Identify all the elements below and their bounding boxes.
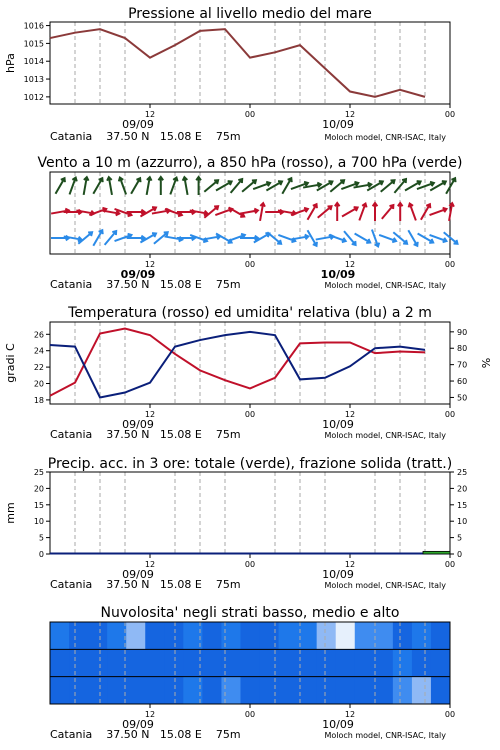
wind-850hPa-arrow (398, 203, 403, 221)
cloud-cell (431, 677, 451, 704)
cloud-cell (412, 677, 432, 704)
plot-frame (50, 322, 450, 404)
temperature-location: Catania 37.50 N 15.08 E 75m (50, 428, 241, 441)
x-tick-label: 12 (144, 560, 156, 569)
wind-850hPa-arrow (449, 203, 454, 221)
cloud-cell (50, 677, 70, 704)
y-tick-label: 0 (38, 550, 44, 559)
wind-credit: Moloch model, CNR-ISAC, Italy (324, 281, 446, 290)
cloud-panel (0, 600, 500, 750)
wind-700hPa-arrow (170, 178, 177, 195)
wind-850hPa-arrow (382, 205, 394, 219)
wind-10m-arrow (291, 235, 309, 240)
x-tick-label: 12 (344, 710, 356, 719)
pressure-chart (0, 0, 500, 150)
wind-850hPa-arrow (240, 209, 258, 214)
cloud-cell (412, 622, 432, 649)
wind-location: Catania 37.50 N 15.08 E 75m (50, 278, 241, 291)
y-tick-label: 10 (457, 517, 468, 527)
cloud-cell (164, 649, 184, 676)
y-axis-label: mm (4, 502, 17, 524)
y-tick-label: 0 (457, 550, 463, 559)
y-tick-label: 15 (33, 500, 44, 510)
temperature-line (50, 329, 425, 396)
date-label: 10/09 (322, 118, 354, 131)
cloud-cell (145, 677, 165, 704)
y-tick-label: 50 (457, 393, 468, 403)
cloud-cell (336, 649, 356, 676)
y-axis-label: gradi C (4, 343, 17, 383)
wind-700hPa-arrow (70, 178, 77, 195)
y-tick-label: 26 (33, 330, 44, 340)
cloud-cell (393, 649, 413, 676)
cloud-cell (355, 677, 375, 704)
x-tick-label: 00 (244, 260, 256, 269)
x-tick-label: 12 (344, 560, 356, 569)
cloud-cell (279, 622, 299, 649)
temperature-title: Temperatura (rosso) ed umidita' relativa (blu) a 2 m (68, 305, 432, 321)
temperature-panel (0, 300, 500, 450)
cloud-cell (126, 622, 146, 649)
cloud-cell (202, 649, 222, 676)
cloud-cell (279, 649, 299, 676)
date-label: 09/09 (120, 268, 156, 281)
y-tick-label: 25 (33, 468, 44, 477)
wind-700hPa-arrow (56, 178, 65, 194)
date-label: 09/09 (122, 418, 154, 431)
cloud-cell (69, 649, 89, 676)
cloud-cell (336, 677, 356, 704)
pressure-location: Catania 37.50 N 15.08 E 75m (50, 130, 241, 143)
cloud-cell (374, 677, 394, 704)
precip-location: Catania 37.50 N 15.08 E 75m (50, 578, 241, 591)
cloud-cell (393, 622, 413, 649)
humidity-line (50, 332, 425, 398)
cloud-cell (221, 649, 241, 676)
cloud-cell (336, 622, 356, 649)
cloud-cell (374, 622, 394, 649)
cloud-cell (298, 622, 318, 649)
x-tick-label: 00 (244, 560, 256, 569)
date-label: 10/09 (322, 418, 354, 431)
cloud-cell (412, 649, 432, 676)
cloud-cell (126, 677, 146, 704)
x-tick-label: 12 (344, 260, 356, 269)
cloud-cell (145, 649, 165, 676)
wind-panel (0, 150, 500, 300)
y-tick-label: 10 (33, 517, 44, 527)
date-label: 10/09 (320, 268, 356, 281)
y-tick-label: 15 (457, 500, 468, 510)
y-tick-label: 22 (33, 363, 44, 373)
cloud-cell (88, 677, 108, 704)
pressure-title: Pressione al livello medio del mare (128, 6, 372, 22)
wind-850hPa-arrow (373, 203, 378, 221)
y-tick-label: 90 (457, 327, 468, 337)
y-tick-label: 5 (457, 533, 463, 543)
y-tick-label: 60 (457, 377, 468, 387)
cloud-cell (355, 622, 375, 649)
x-tick-label: 00 (444, 110, 456, 119)
x-tick-label: 00 (244, 110, 256, 119)
y-tick-label: 20 (457, 484, 468, 494)
cloud-cell (107, 622, 127, 649)
wind-850hPa-arrow (421, 204, 430, 220)
wind-700hPa-arrow (446, 178, 455, 194)
y-tick-label: 20 (33, 379, 44, 389)
pressure-panel (0, 0, 500, 150)
date-label: 09/09 (122, 118, 154, 131)
wind-700hPa-arrow (147, 177, 152, 195)
y-tick-label: 18 (33, 395, 44, 405)
pressure-line (50, 29, 425, 97)
wind-10m-arrow (355, 234, 371, 243)
plot-frame (50, 472, 450, 554)
y-tick-label: 1014 (23, 57, 44, 67)
wind-700hPa-arrow (107, 177, 112, 195)
wind-10m-arrow (372, 230, 379, 247)
date-label: 09/09 (122, 568, 154, 581)
date-label: 10/09 (322, 718, 354, 731)
wind-10m-arrow (93, 230, 102, 246)
y-tick-label: 1015 (23, 39, 44, 49)
y-tick-label: 70 (457, 360, 468, 370)
x-tick-label: 12 (144, 710, 156, 719)
cloud-credit: Moloch model, CNR-ISAC, Italy (324, 731, 446, 740)
cloud-cell (107, 677, 127, 704)
date-label: 10/09 (322, 568, 354, 581)
cloud-cell (69, 677, 89, 704)
cloud-cell (221, 677, 241, 704)
cloud-cell (240, 677, 260, 704)
x-tick-label: 12 (144, 260, 156, 269)
cloud-cell (240, 649, 260, 676)
cloud-cell (298, 677, 318, 704)
temperature-credit: Moloch model, CNR-ISAC, Italy (324, 431, 446, 440)
y-tick-label: 1016 (23, 21, 44, 31)
cloud-cell (393, 677, 413, 704)
x-tick-label: 00 (444, 410, 456, 419)
cloud-cell (202, 677, 222, 704)
x-tick-label: 12 (344, 110, 356, 119)
cloud-cell (88, 622, 108, 649)
x-tick-label: 00 (244, 710, 256, 719)
wind-850hPa-arrow (430, 208, 447, 215)
wind-700hPa-arrow (93, 178, 102, 194)
cloud-cell (240, 622, 260, 649)
wind-850hPa-arrow (308, 204, 317, 220)
cloud-cell (126, 649, 146, 676)
cloud-cell (317, 677, 337, 704)
x-tick-label: 00 (444, 560, 456, 569)
cloud-cell (260, 677, 280, 704)
wind-850hPa-arrow (102, 210, 120, 215)
cloud-cell (88, 649, 108, 676)
cloud-cell (50, 622, 70, 649)
x-tick-label: 12 (344, 410, 356, 419)
cloud-cell (279, 677, 299, 704)
wind-10m-arrow (344, 231, 356, 245)
cloud-cell (164, 677, 184, 704)
cloud-cell (317, 622, 337, 649)
cloud-cell (202, 622, 222, 649)
wind-10m-arrow (105, 231, 117, 245)
y-tick-label: 1012 (23, 92, 44, 102)
wind-850hPa-arrow (409, 204, 416, 221)
wind-850hPa-arrow (342, 207, 358, 216)
y-tick-label: 5 (38, 533, 44, 543)
cloud-cell (69, 622, 89, 649)
cloud-cell (374, 649, 394, 676)
x-tick-label: 00 (444, 710, 456, 719)
y-axis-label: % (480, 357, 493, 369)
cloud-location: Catania 37.50 N 15.08 E 75m (50, 728, 241, 741)
x-tick-label: 12 (144, 410, 156, 419)
cloud-cell (221, 622, 241, 649)
wind-700hPa-arrow (84, 177, 89, 195)
wind-10m-arrow (379, 235, 396, 242)
wind-700hPa-arrow (242, 180, 256, 192)
precip-credit: Moloch model, CNR-ISAC, Italy (324, 581, 446, 590)
y-tick-label: 80 (457, 344, 468, 354)
precip-bar (423, 551, 450, 554)
y-tick-label: 20 (33, 484, 44, 494)
wind-850hPa-arrow (260, 203, 265, 221)
wind-10m-arrow (308, 230, 317, 246)
cloud-cell (145, 622, 165, 649)
wind-850hPa-arrow (335, 203, 340, 221)
wind-10m-arrow (408, 230, 417, 246)
cloud-cell (317, 649, 337, 676)
cloud-cell (164, 622, 184, 649)
cloud-cell (355, 649, 375, 676)
cloud-cell (260, 649, 280, 676)
wind-700hPa-arrow (282, 178, 291, 194)
cloud-cell (431, 649, 451, 676)
wind-title: Vento a 10 m (azzurro), a 850 hPa (rosso), a 700 hPa (verde) (37, 155, 463, 171)
pressure-credit: Moloch model, CNR-ISAC, Italy (324, 133, 446, 142)
precip-panel (0, 450, 500, 600)
cloud-cell (260, 622, 280, 649)
precip-title: Precip. acc. in 3 ore: totale (verde), frazione solida (tratt.) (47, 456, 453, 472)
date-label: 09/09 (122, 718, 154, 731)
y-tick-label: 24 (33, 346, 44, 356)
y-tick-label: 25 (457, 468, 468, 477)
wind-700hPa-arrow (183, 177, 188, 195)
cloud-cell (50, 649, 70, 676)
cloud-cell (107, 649, 127, 676)
cloud-title: Nuvolosita' negli strati basso, medio e alto (100, 605, 400, 621)
cloud-cell (298, 649, 318, 676)
wind-700hPa-arrow (158, 177, 163, 195)
wind-10m-arrow (267, 232, 281, 244)
x-tick-label: 00 (244, 410, 256, 419)
y-tick-label: 1013 (23, 75, 44, 85)
x-tick-label: 12 (144, 110, 156, 119)
y-axis-label: hPa (4, 53, 17, 73)
cloud-cell (431, 622, 451, 649)
x-tick-label: 00 (444, 260, 456, 269)
wind-850hPa-arrow (359, 204, 366, 221)
wind-700hPa-arrow (131, 178, 140, 194)
